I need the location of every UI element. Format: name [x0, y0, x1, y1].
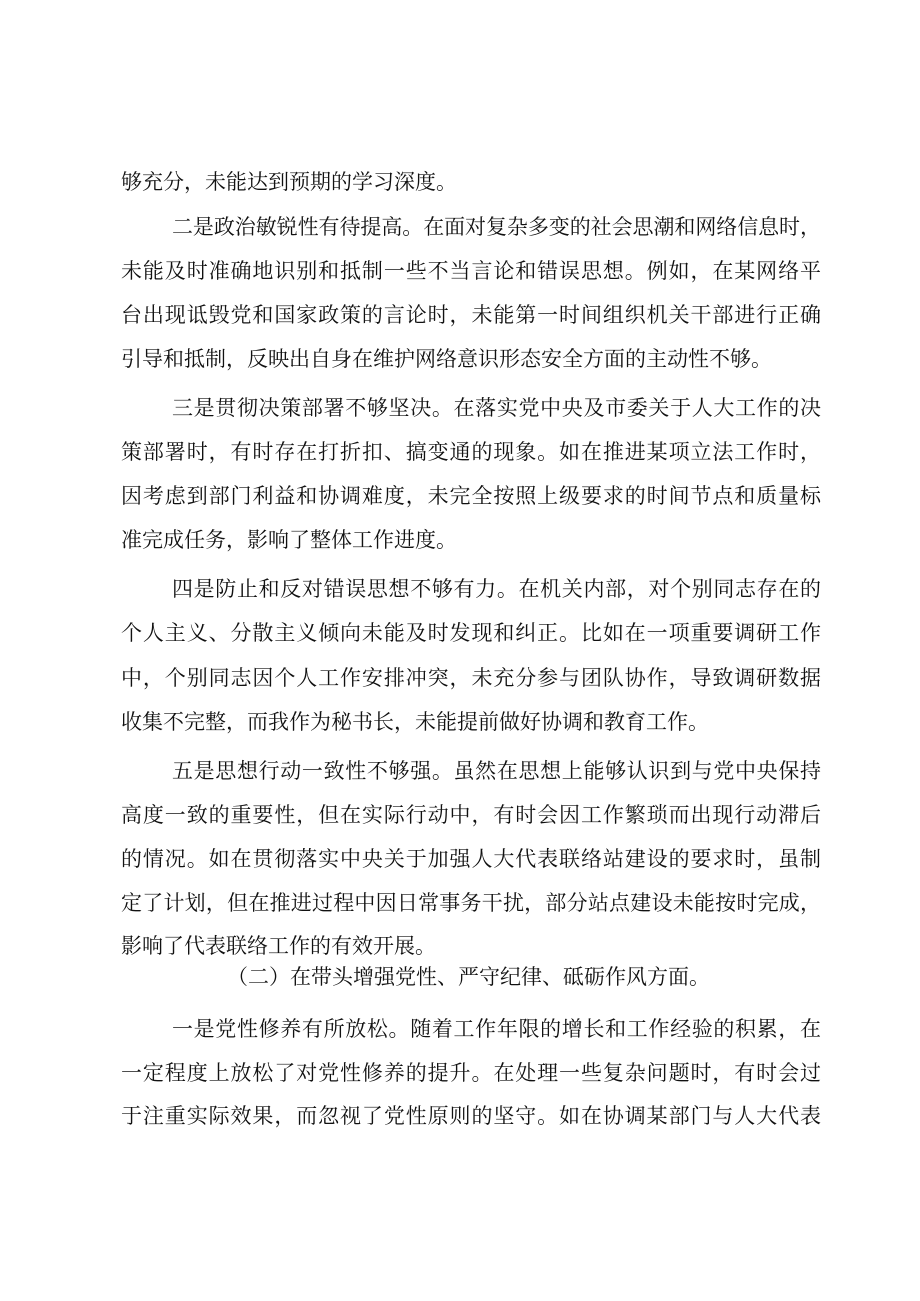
- text-line: 的情况。如在贯彻落实中央关于加强人大代表联络站建设的要求时，虽制: [121, 847, 822, 871]
- text-line: 因考虑到部门利益和协调难度，未完全按照上级要求的时间节点和质量标: [121, 484, 822, 508]
- text-line: 定了计划，但在推进过程中因日常事务干扰，部分站点建设未能按时完成，: [121, 891, 822, 915]
- text-line: 个人主义、分散主义倾向未能及时发现和纠正。比如在一项重要调研工作: [121, 621, 822, 645]
- text-line: 台出现诋毁党和国家政策的言论时，未能第一时间组织机关干部进行正确: [121, 303, 822, 327]
- text-line: 收集不完整，而我作为秘书长，未能提前做好协调和教育工作。: [121, 710, 709, 734]
- text-line: 于注重实际效果，而忽视了党性原则的坚守。如在协调某部门与人大代表: [121, 1104, 822, 1128]
- paragraph-first-line: 一是党性修养有所放松。随着工作年限的增长和工作经验的积累，在: [172, 1017, 822, 1041]
- text-line: 高度一致的重要性，但在实际行动中，有时会因工作繁琐而出现行动滞后: [121, 803, 822, 827]
- paragraph-first-line: 五是思想行动一致性不够强。虽然在思想上能够认识到与党中央保持: [172, 759, 822, 783]
- text-line: 准完成任务，影响了整体工作进度。: [121, 528, 457, 552]
- text-line: 引导和抵制，反映出自身在维护网络意识形态安全方面的主动性不够。: [121, 347, 772, 371]
- text-line: 策部署时，有时存在打折扣、搞变通的现象。如在推进某项立法工作时，: [121, 440, 822, 464]
- paragraph-first-line: 三是贯彻决策部署不够坚决。在落实党中央及市委关于人大工作的决: [172, 396, 822, 420]
- section-heading: （二）在带头增强党性、严守纪律、砥砺作风方面。: [227, 965, 710, 989]
- paragraph-first-line: 四是防止和反对错误思想不够有力。在机关内部，对个别同志存在的: [172, 577, 822, 601]
- text-line: 中，个别同志因个人工作安排冲突，未充分参与团队协作，导致调研数据: [121, 666, 822, 690]
- text-line: 够充分，未能达到预期的学习深度。: [121, 170, 457, 194]
- text-line: 影响了代表联络工作的有效开展。: [121, 934, 436, 958]
- text-line: 一定程度上放松了对党性修养的提升。在处理一些复杂问题时，有时会过: [121, 1061, 822, 1085]
- text-line: 未能及时准确地识别和抵制一些不当言论和错误思想。例如，在某网络平: [121, 259, 822, 283]
- paragraph-first-line: 二是政治敏锐性有待提高。在面对复杂多变的社会思潮和网络信息时，: [172, 215, 821, 239]
